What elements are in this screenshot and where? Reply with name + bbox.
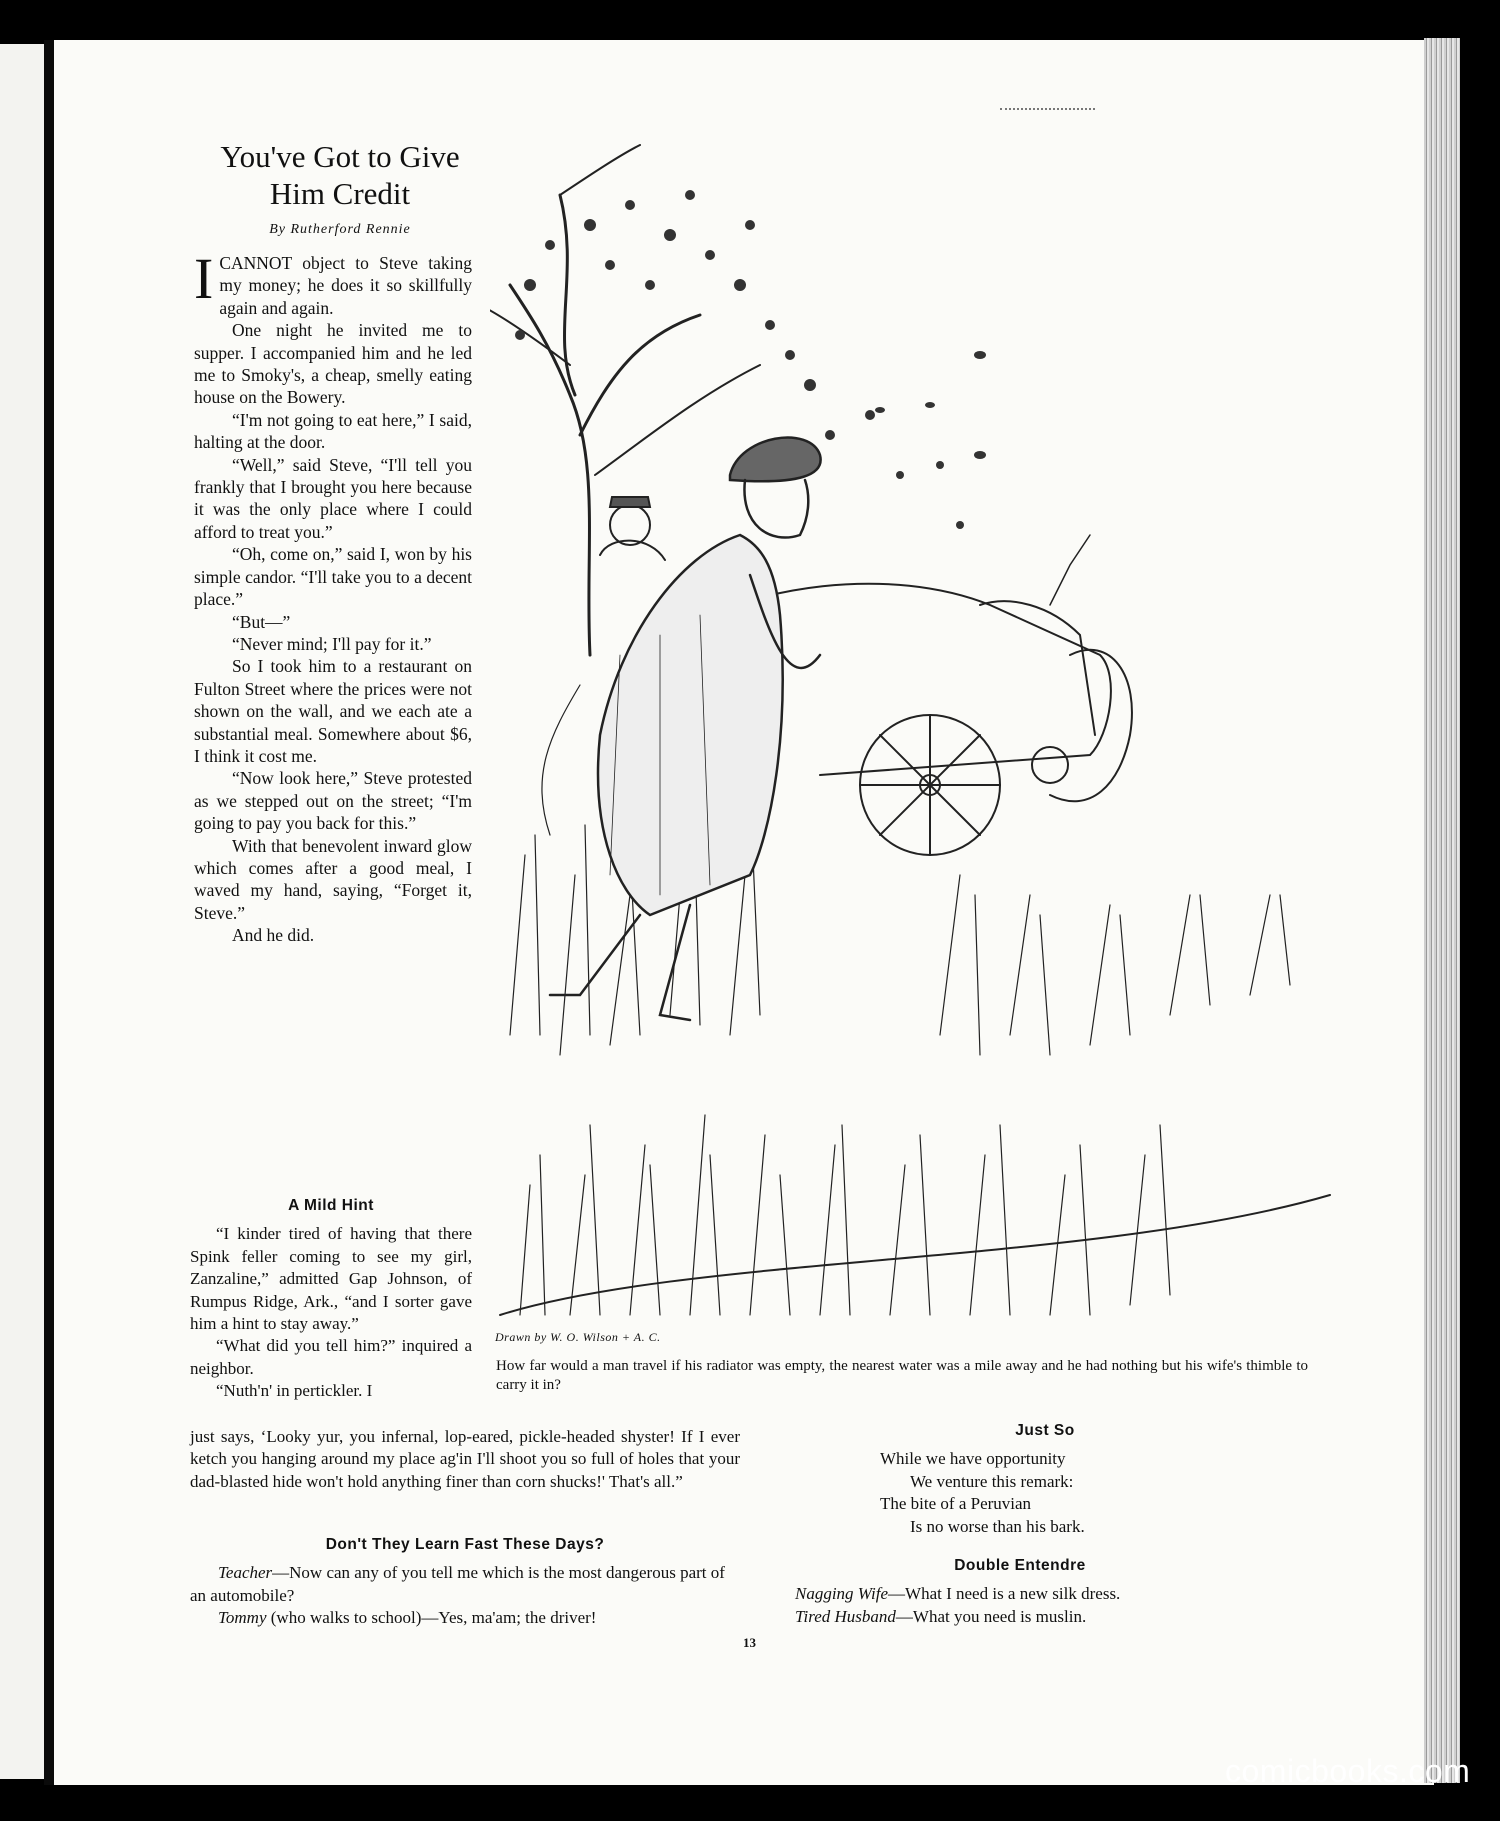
mild-hint-paragraph: “I kinder tired of having that there Spink feller coming to see my girl, Zanzaline,” admitted Gap Johnson, of Rumpus Ridge, Ark., “and I sorter gave him a hint to stay away.” bbox=[190, 1224, 472, 1334]
double-entendre-heading: Double Entendre bbox=[954, 1557, 1086, 1574]
mild-hint-section bbox=[190, 1195, 472, 1403]
mild-hint-paragraph: “What did you tell him?” inquired a neighbor. bbox=[190, 1336, 472, 1378]
page-stack-edge bbox=[1424, 38, 1460, 1783]
article-paragraph: So I took him to a restaurant on Fulton Street where the prices were not shown on the wall, and we each ate a substantial meal. Somewhere about $6, I think it cost me. bbox=[194, 656, 472, 766]
article-body bbox=[194, 246, 472, 947]
decorative-dots bbox=[1000, 108, 1095, 110]
illustration-credit: Drawn by W. O. Wilson + A. C. bbox=[495, 1330, 661, 1344]
poem-line: We venture this remark: bbox=[910, 1471, 1074, 1491]
article-paragraph: “But—” bbox=[232, 611, 291, 632]
illustration-caption: How far would a man travel if his radiator was empty, the nearest water was a mile away and he had nothing but his wife's thimble to carry it in? bbox=[496, 1358, 1308, 1393]
mild-hint-heading: A Mild Hint bbox=[288, 1197, 374, 1214]
poem-line: While we have opportunity bbox=[880, 1449, 1066, 1469]
mild-hint-continued bbox=[190, 1426, 740, 1493]
double-entendre-section bbox=[795, 1555, 1245, 1628]
watermark: comicbooks.com bbox=[1225, 1753, 1471, 1789]
article-paragraph: “I'm not going to eat here,” I said, halting at the door. bbox=[194, 409, 472, 453]
tommy-line: Tommy (who walks to school)—Yes, ma'am; the driver! bbox=[218, 1608, 597, 1628]
learn-fast-section bbox=[190, 1534, 740, 1630]
article-paragraph: “Now look here,” Steve protested as we stepped out on the street; “I'm going to pay you back for this.” bbox=[194, 768, 472, 834]
man-figure-icon bbox=[542, 438, 821, 1020]
article-paragraph: “Well,” said Steve, “I'll tell you frankly that I brought you here because it was the only place where I could afford to treat you.” bbox=[194, 454, 472, 542]
book-gutter bbox=[44, 40, 54, 1785]
just-so-section bbox=[880, 1420, 1210, 1538]
wife-line: Nagging Wife—What I need is a new silk dress. bbox=[795, 1584, 1121, 1604]
poem-line: The bite of a Peruvian bbox=[880, 1494, 1032, 1514]
mild-hint-paragraph: just says, ‘Looky yur, you infernal, lop-eared, pickle-headed shyster! If I ever ketch you hanging around my place ag'in I'll shoot you so full of holes that your dad-blasted hide won't hold anything finer than corn shucks!' That's all.” bbox=[190, 1427, 740, 1491]
drop-cap: I bbox=[194, 246, 214, 311]
article-paragraph: ICANNOT object to Steve taking my money; he does it so skillfully again and again. bbox=[194, 246, 472, 318]
article-paragraph: “Never mind; I'll pay for it.” bbox=[232, 633, 432, 654]
teacher-line: Teacher—Now can any of you tell me which is the most dangerous part of an automobile? bbox=[190, 1563, 725, 1605]
illustration bbox=[490, 135, 1340, 1325]
page-number: 13 bbox=[743, 1635, 756, 1650]
mild-hint-paragraph: “Nuth'n' in pertickler. I bbox=[216, 1381, 373, 1401]
husband-line: Tired Husband—What you need is muslin. bbox=[795, 1606, 1087, 1626]
article-title: You've Got to Give Him Credit bbox=[220, 139, 460, 211]
learn-fast-heading: Don't They Learn Fast These Days? bbox=[325, 1536, 605, 1553]
poem-line: Is no worse than his bark. bbox=[910, 1516, 1085, 1536]
left-page-edge bbox=[0, 44, 44, 1779]
article-byline: By Rutherford Rennie bbox=[269, 222, 411, 237]
driver-icon bbox=[600, 497, 665, 560]
article-paragraph: One night he invited me to supper. I accompanied him and he led me to Smoky's, a cheap, smelly eating house on the Bowery. bbox=[194, 320, 472, 408]
grass-icon bbox=[500, 825, 1330, 1315]
just-so-heading: Just So bbox=[1015, 1422, 1075, 1439]
article-paragraph: “Oh, come on,” said I, won by his simple candor. “I'll take you to a decent place.” bbox=[194, 544, 472, 610]
article-paragraph: And he did. bbox=[232, 925, 315, 946]
article-paragraph: With that benevolent inward glow which comes after a good meal, I waved my hand, saying, “Forget it, Steve.” bbox=[194, 835, 472, 923]
